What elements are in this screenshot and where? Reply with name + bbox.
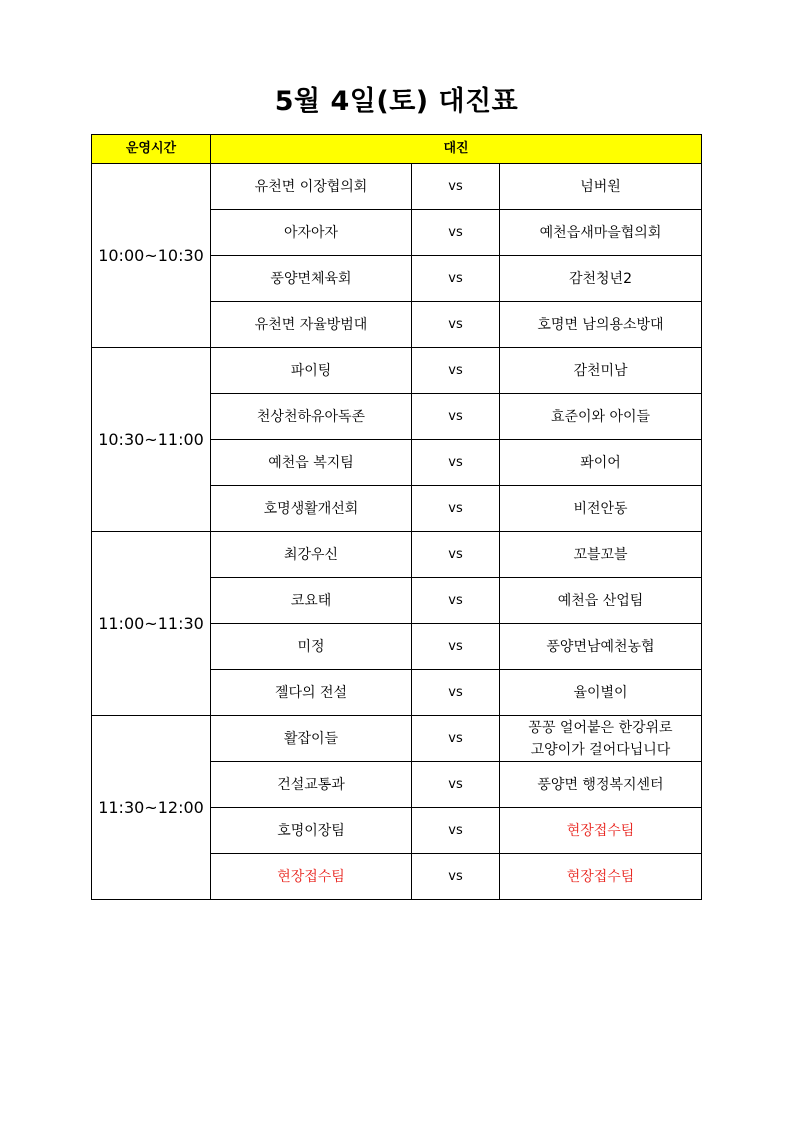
team-b-onsite: 현장접수팀 bbox=[500, 808, 702, 854]
vs-label: vs bbox=[412, 854, 500, 900]
vs-label: vs bbox=[412, 164, 500, 210]
team-b: 예천읍 산업팀 bbox=[500, 578, 702, 624]
header-time: 운영시간 bbox=[92, 135, 211, 164]
team-b: 꼬블꼬블 bbox=[500, 532, 702, 578]
team-b-line: 고양이가 걸어다닙니다 bbox=[530, 741, 671, 758]
team-a: 풍양면체육회 bbox=[211, 256, 412, 302]
time-slot: 11:30~12:00 bbox=[92, 716, 211, 900]
table-row bbox=[92, 532, 702, 578]
table-row bbox=[92, 716, 702, 762]
team-b: 효준이와 아이들 bbox=[500, 394, 702, 440]
team-a: 코요태 bbox=[211, 578, 412, 624]
vs-label: vs bbox=[412, 532, 500, 578]
team-b: 감천청년2 bbox=[500, 256, 702, 302]
table-row bbox=[92, 348, 702, 394]
team-b-line: 꽁꽁 얼어붙은 한강위로 bbox=[528, 719, 673, 736]
vs-label: vs bbox=[412, 394, 500, 440]
team-a: 아자아자 bbox=[211, 210, 412, 256]
vs-label: vs bbox=[412, 670, 500, 716]
header-match: 대진 bbox=[211, 135, 702, 164]
team-a: 젤다의 전설 bbox=[211, 670, 412, 716]
vs-label: vs bbox=[412, 716, 500, 762]
team-a: 최강우신 bbox=[211, 532, 412, 578]
vs-label: vs bbox=[412, 302, 500, 348]
team-a: 호명생활개선회 bbox=[211, 486, 412, 532]
team-b: 퐈이어 bbox=[500, 440, 702, 486]
page-title: 5월 4일(토) 대진표 bbox=[274, 86, 519, 117]
team-b: 풍양면남예천농협 bbox=[500, 624, 702, 670]
team-a-onsite: 현장접수팀 bbox=[211, 854, 412, 900]
vs-label: vs bbox=[412, 256, 500, 302]
table-row bbox=[92, 164, 702, 210]
time-slot: 10:00~10:30 bbox=[92, 164, 211, 348]
team-a: 유천면 자율방범대 bbox=[211, 302, 412, 348]
vs-label: vs bbox=[412, 578, 500, 624]
vs-label: vs bbox=[412, 348, 500, 394]
team-a: 미정 bbox=[211, 624, 412, 670]
vs-label: vs bbox=[412, 210, 500, 256]
vs-label: vs bbox=[412, 440, 500, 486]
bracket-table bbox=[91, 134, 702, 900]
team-b: 넘버원 bbox=[500, 164, 702, 210]
header-row bbox=[92, 135, 702, 164]
team-a: 건설교통과 bbox=[211, 762, 412, 808]
team-b: 비전안동 bbox=[500, 486, 702, 532]
team-b bbox=[500, 716, 702, 762]
time-slot: 11:00~11:30 bbox=[92, 532, 211, 716]
team-b: 율이별이 bbox=[500, 670, 702, 716]
team-b: 호명면 남의용소방대 bbox=[500, 302, 702, 348]
team-a: 천상천하유아독존 bbox=[211, 394, 412, 440]
team-b: 풍양면 행정복지센터 bbox=[500, 762, 702, 808]
team-b: 예천읍새마을협의회 bbox=[500, 210, 702, 256]
team-a: 파이팅 bbox=[211, 348, 412, 394]
team-b-onsite: 현장접수팀 bbox=[500, 854, 702, 900]
team-b: 감천미남 bbox=[500, 348, 702, 394]
vs-label: vs bbox=[412, 808, 500, 854]
team-a: 활잡이들 bbox=[211, 716, 412, 762]
vs-label: vs bbox=[412, 624, 500, 670]
team-a: 유천면 이장협의회 bbox=[211, 164, 412, 210]
team-a: 예천읍 복지팀 bbox=[211, 440, 412, 486]
vs-label: vs bbox=[412, 762, 500, 808]
team-a: 호명이장팀 bbox=[211, 808, 412, 854]
vs-label: vs bbox=[412, 486, 500, 532]
time-slot: 10:30~11:00 bbox=[92, 348, 211, 532]
